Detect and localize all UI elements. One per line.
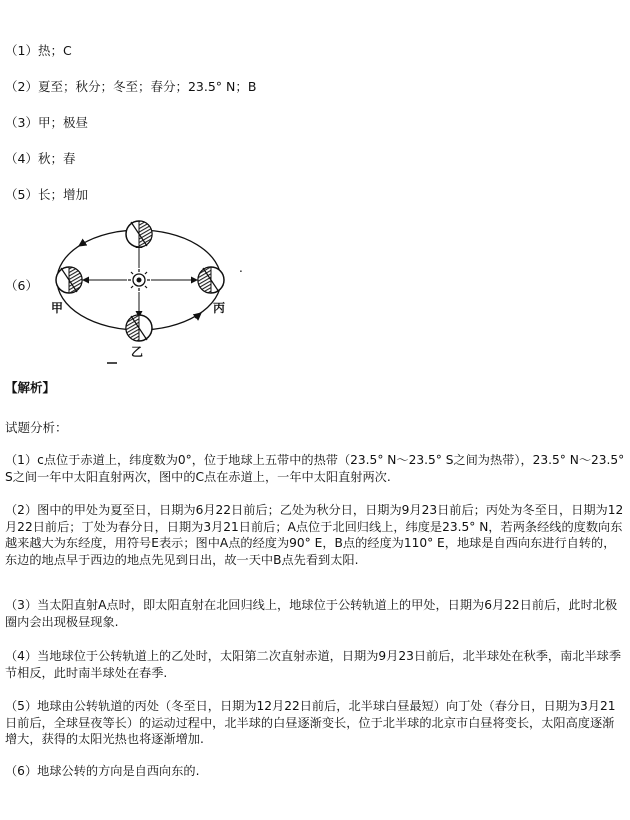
answer-list xyxy=(5,40,605,370)
answer-3: （3）甲；极昼 xyxy=(5,115,88,130)
orbit-arrow-left xyxy=(79,242,85,246)
earth-top-icon xyxy=(126,221,152,247)
label-yi: 乙 xyxy=(131,345,144,359)
earth-right-icon xyxy=(198,267,224,293)
analysis-para-3: （3）当太阳直射A点时，即太阳直射在北回归线上，地球位于公转轨道上的甲处，日期为6月22日前后，此时北极圈内会出现极昼现象. xyxy=(5,598,618,629)
analysis-title: 【解析】 xyxy=(5,380,56,395)
sun-icon xyxy=(128,269,150,291)
answer-4: （4）秋；春 xyxy=(5,151,76,166)
answer-1: （1）热；C xyxy=(5,43,72,58)
analysis-para-5: （5）地球由公转轨道的丙处（冬至日，日期为12月22日前后，北半球白昼最短）向丁处（春分日，日期为3月21日前后，全球昼夜等长）的运动过程中，北半球的白昼逐渐变长，位于北半球的北京市白昼将变长，太阳高度逐渐增大，获得的太阳光热也将逐渐增加. xyxy=(5,699,616,746)
answer-6-figure-row xyxy=(5,220,605,370)
label-jia: 甲 xyxy=(51,301,64,315)
label-bing: 丙 xyxy=(213,301,226,315)
earth-orbit-diagram xyxy=(39,220,254,370)
answer-2: （2）夏至；秋分；冬至；春分；23.5° N；B xyxy=(5,79,257,94)
analysis-intro: 试题分析： xyxy=(5,420,68,435)
answer-5: （5）长；增加 xyxy=(5,187,88,202)
period-mark: . xyxy=(239,261,243,275)
answer-6-label: （6） xyxy=(5,278,38,293)
analysis-para-2: （2）图中的甲处为夏至日，日期为6月22日前后；乙处为秋分日，日期为9月23日前后；丙处为冬至日，日期为12月22日前后；丁处为春分日，日期为3月21日前后；A点位于北回归线上，纬度是23.5° N，若两条经线的度数向东越来越大为东经度，用符号E表示；图中A点的经度为90° E，B点的经度为110° E，地球是自西向东进行自转的，东边的地点早于西边的地点先见到日出，故一天中B点先看到太阳. xyxy=(5,503,624,567)
analysis-para-4: （4）当地球位于公转轨道上的乙处时，太阳第二次直射赤道，日期为9月23日前后，北半球处在秋季，南北半球季节相反，此时南半球处在春季. xyxy=(5,649,622,680)
analysis-para-1: （1）c点位于赤道上，纬度数为0°，位于地球上五带中的热带（23.5° N～23.5° S之间为热带），23.5° N～23.5° S之间一年中太阳直射两次，图中的C点在赤道上，一年中太阳直射两次. xyxy=(5,453,625,484)
earth-left-icon xyxy=(56,267,82,293)
analysis-para-6: （6）地球公转的方向是自西向东的. xyxy=(5,764,200,778)
earth-bottom-icon xyxy=(126,315,152,341)
